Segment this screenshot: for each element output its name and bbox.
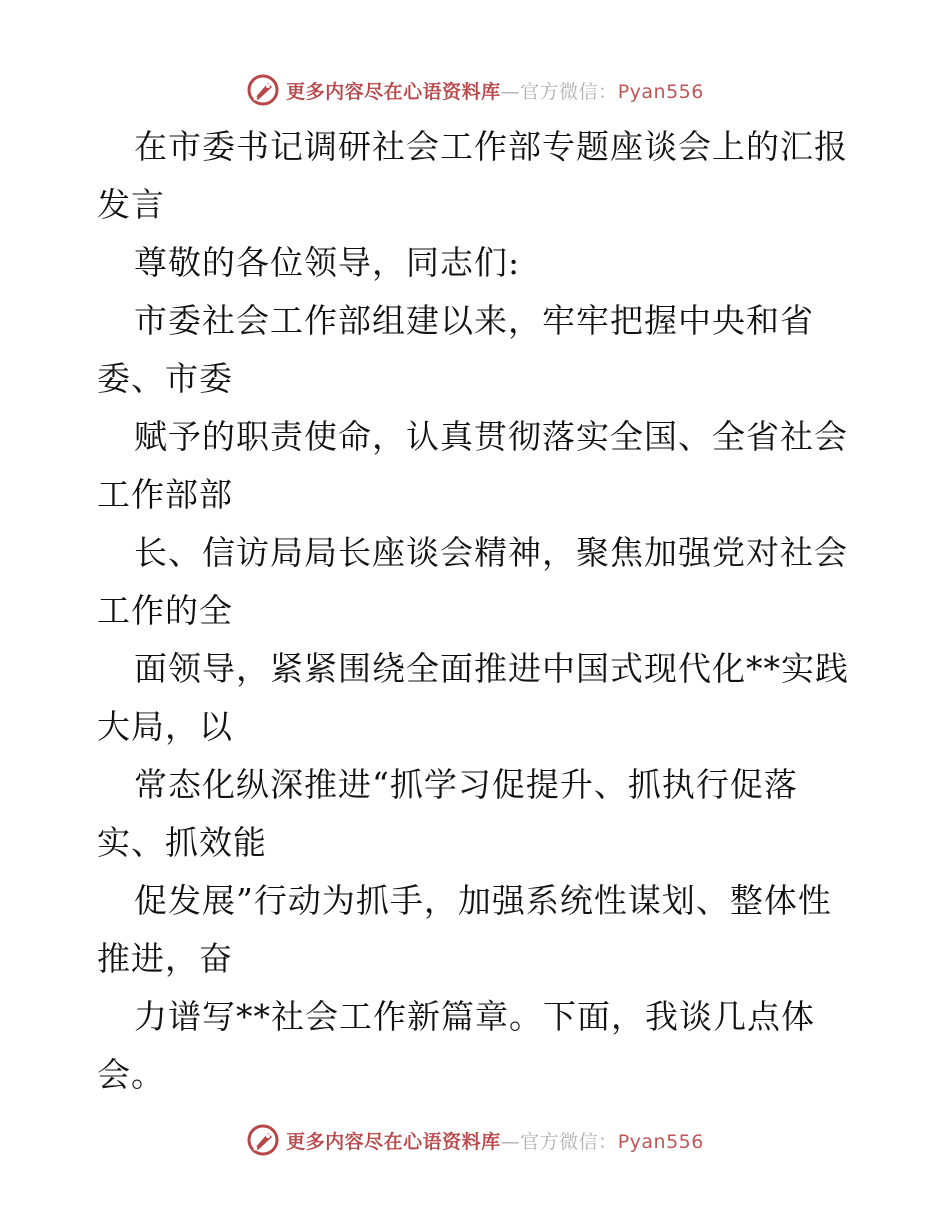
banner-wechat-label: 官方微信： <box>520 80 618 103</box>
doc-paragraph-line: 长、信访局局长座谈会精神，聚焦加强党对社会 <box>134 533 848 572</box>
footer-banner <box>0 1120 950 1160</box>
pen-nib-logo-icon <box>246 73 280 107</box>
document-body <box>97 118 857 1104</box>
banner-site-text: 更多内容尽在心语资料库 <box>286 1130 501 1153</box>
doc-paragraph-line: 市委社会工作部组建以来，牢牢把握中央和省 <box>134 301 814 340</box>
doc-title-line: 在市委书记调研社会工作部专题座谈会上的汇报 <box>134 127 848 166</box>
doc-paragraph-line: 实、抓效能 <box>97 823 267 862</box>
banner-site-text: 更多内容尽在心语资料库 <box>286 80 501 103</box>
doc-paragraph-line: 推进，奋 <box>97 939 233 978</box>
doc-paragraph-line: 委、市委 <box>97 359 233 398</box>
pen-nib-logo-icon <box>246 1123 280 1157</box>
doc-salutation: 尊敬的各位领导，同志们: <box>134 243 521 282</box>
doc-paragraph-line: 会。 <box>97 1055 165 1094</box>
doc-paragraph-line: 工作的全 <box>97 591 233 630</box>
doc-paragraph-line: 常态化纵深推进“抓学习促提升、抓执行促落 <box>134 765 798 804</box>
doc-paragraph-line: 力谱写**社会工作新篇章。下面，我谈几点体 <box>134 997 815 1036</box>
banner-inner <box>246 73 704 107</box>
banner-wechat-id: Pyan556 <box>617 1130 704 1153</box>
doc-paragraph-line: 面领导，紧紧围绕全面推进中国式现代化**实践 <box>134 649 849 688</box>
banner-dash: — <box>500 1130 521 1153</box>
doc-paragraph-line: 大局，以 <box>97 707 233 746</box>
banner-inner <box>246 1123 704 1157</box>
doc-paragraph-line: 促发展”行动为抓手，加强系统性谋划、整体性 <box>134 881 832 920</box>
banner-dash: — <box>500 80 521 103</box>
banner-wechat-id: Pyan556 <box>617 80 704 103</box>
banner-wechat-label: 官方微信： <box>520 1130 618 1153</box>
doc-paragraph-line: 工作部部 <box>97 475 233 514</box>
doc-paragraph-line: 赋予的职责使命，认真贯彻落实全国、全省社会 <box>134 417 848 456</box>
header-banner <box>0 70 950 110</box>
doc-title-line-cont: 发言 <box>97 185 165 224</box>
